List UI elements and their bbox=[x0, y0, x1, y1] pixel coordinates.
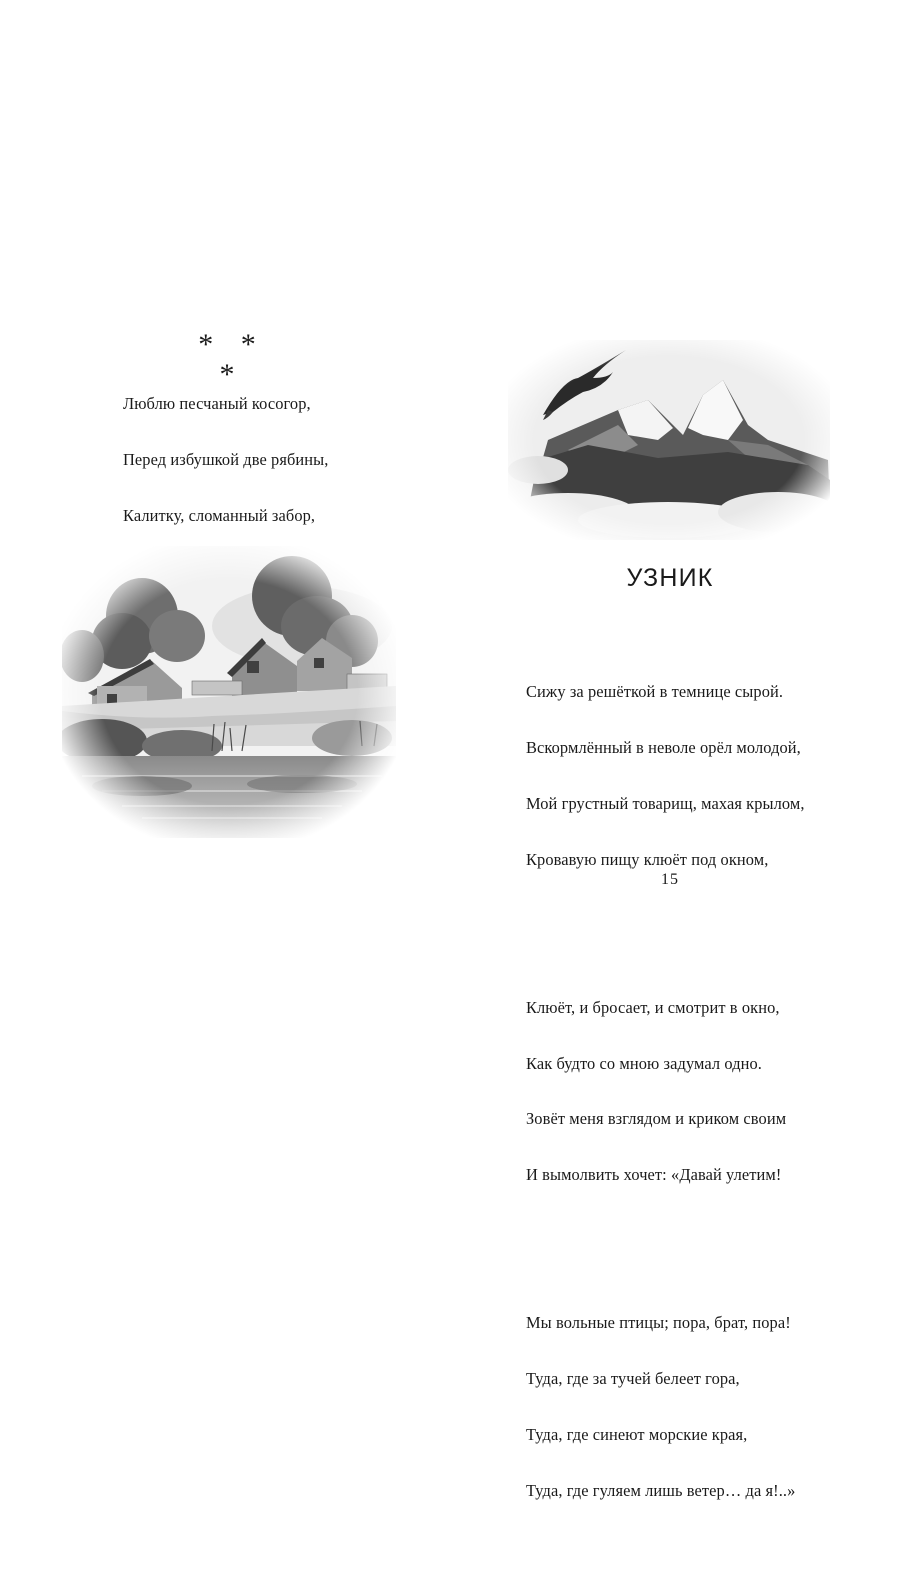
stanza bbox=[526, 1277, 805, 1537]
poem-right bbox=[526, 609, 805, 1575]
poem-line: Туда, где за тучей белеет гора, bbox=[526, 1369, 740, 1389]
poem-title: УЗНИК bbox=[626, 564, 714, 592]
village-illustration bbox=[62, 546, 396, 838]
poem-line: Перед избушкой две рябины, bbox=[123, 449, 329, 469]
poem-line: Сижу за решёткой в темнице сырой. bbox=[526, 682, 784, 702]
poem-line: Мы вольные птицы; пора, брат, пора! bbox=[526, 1313, 791, 1333]
poem-line: Люблю песчаный косогор, bbox=[123, 394, 311, 414]
mountain-eagle-illustration bbox=[508, 340, 830, 540]
page-number: 15 bbox=[661, 871, 679, 888]
stanza bbox=[526, 646, 805, 906]
poem-line: Вскормлённый в неволе орёл молодой, bbox=[526, 738, 801, 758]
poem-line: Клюёт, и бросает, и смотрит в окно, bbox=[526, 997, 780, 1017]
poem-line: Калитку, сломанный забор, bbox=[123, 505, 316, 525]
poem-line: Мой грустный товарищ, махая крылом, bbox=[526, 793, 805, 813]
poem-line: Как будто со мною задумал одно. bbox=[526, 1053, 763, 1073]
stanza bbox=[526, 962, 805, 1222]
poem-line: Зовёт меня взглядом и криком своим bbox=[526, 1109, 787, 1129]
poem-line: Кровавую пищу клюёт под окном, bbox=[526, 849, 769, 869]
poem-line: И вымолвить хочет: «Давай улетим! bbox=[526, 1165, 782, 1185]
poem-line: Туда, где гуляем лишь ветер… да я!..» bbox=[526, 1480, 796, 1500]
asterism: * * * bbox=[198, 328, 266, 391]
poem-line: Туда, где синеют морские края, bbox=[526, 1424, 748, 1444]
